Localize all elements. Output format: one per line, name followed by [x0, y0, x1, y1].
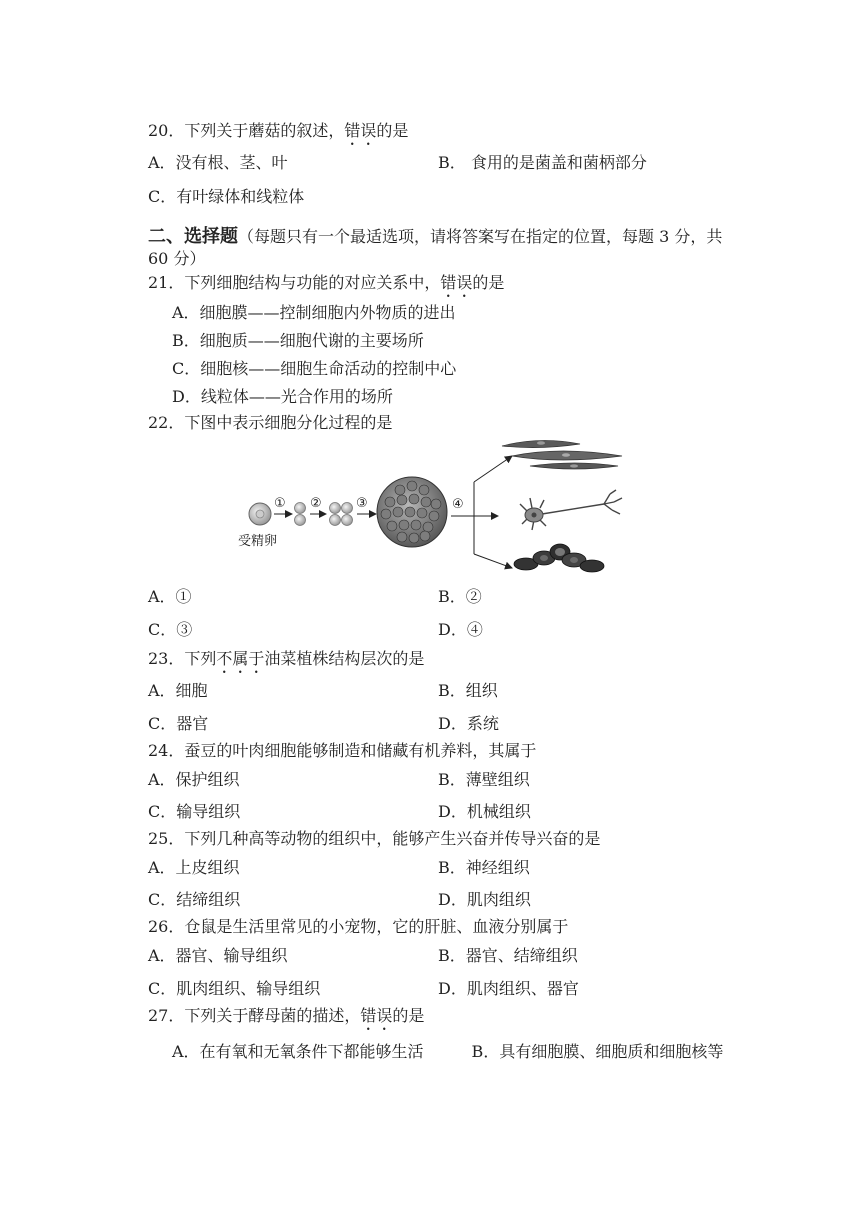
question-23-stem: 23．下列不属于油菜植株结构层次的是 — [148, 649, 425, 668]
blood-cells-icon — [514, 544, 604, 572]
q25-option-d: D．肌肉组织 — [438, 890, 531, 909]
q26-option-b: B．器官、结缔组织 — [438, 946, 578, 965]
arrow-icon — [474, 554, 512, 568]
zygote-label: 受精卵 — [238, 534, 278, 549]
question-27-stem: 27．下列关于酵母菌的描述，错误的是 — [148, 1006, 425, 1025]
q22-option-a: A．① — [148, 587, 192, 606]
q20-option-c: C．有叶绿体和线粒体 — [148, 187, 305, 206]
section-2-header — [148, 226, 733, 270]
q23-option-a: A．细胞 — [148, 681, 208, 700]
emphasis-text: 错误 — [360, 1006, 393, 1025]
q24-option-a: A．保护组织 — [148, 770, 240, 789]
q27-options-ab: A．在有氧和无氧条件下都能够生活 B．具有细胞膜、细胞质和细胞核等 — [172, 1042, 724, 1061]
four-cell-icon — [330, 503, 353, 526]
muscle-cells-icon — [502, 440, 622, 469]
q22-option-d: D．④ — [438, 620, 483, 639]
q23-option-d: D．系统 — [438, 714, 499, 733]
q23-option-c: C．器官 — [148, 714, 209, 733]
q20-option-b: B． 食用的是菌盖和菌柄部分 — [438, 153, 647, 172]
section-2-title: 二、选择题 — [148, 226, 238, 247]
emphasis-text: 错误 — [344, 121, 377, 140]
q21-option-a: A．细胞膜——控制细胞内外物质的进出 — [172, 303, 456, 322]
q21-option-d: D．线粒体——光合作用的场所 — [172, 387, 393, 406]
question-25-stem: 25．下列几种高等动物的组织中，能够产生兴奋并传导兴奋的是 — [148, 829, 601, 848]
q25-option-a: A．上皮组织 — [148, 858, 240, 877]
q22-option-b: B．② — [438, 587, 482, 606]
q24-option-c: C．输导组织 — [148, 802, 241, 821]
emphasis-text: 不属于 — [216, 649, 265, 668]
cell-mass-icon — [377, 477, 447, 547]
nerve-cell-icon — [520, 490, 622, 530]
question-21-stem: 21．下列细胞结构与功能的对应关系中，错误的是 — [148, 273, 505, 292]
q26-option-d: D．肌肉组织、器官 — [438, 979, 579, 998]
q25-option-c: C．结缔组织 — [148, 890, 241, 909]
arrow-icon — [474, 456, 512, 482]
q26-option-c: C．肌肉组织、输导组织 — [148, 979, 321, 998]
step-1-label: ① — [274, 496, 286, 511]
q20-option-a: A．没有根、茎、叶 — [148, 153, 288, 172]
question-22-stem: 22．下图中表示细胞分化过程的是 — [148, 413, 393, 432]
zygote-icon — [249, 503, 271, 525]
step-4-label: ④ — [452, 497, 464, 512]
cell-differentiation-figure — [230, 432, 630, 582]
q25-option-b: B．神经组织 — [438, 858, 530, 877]
question-26-stem: 26．仓鼠是生活里常见的小宠物，它的肝脏、血液分别属于 — [148, 917, 569, 936]
section-2-note: （每题只有一个最适选项，请将答案写在指定的位置，每题 3 分，共 60 分） — [148, 227, 723, 268]
q26-option-a: A．器官、输导组织 — [148, 946, 288, 965]
question-20-stem: 20．下列关于蘑菇的叙述，错误的是 — [148, 121, 409, 140]
two-cell-icon — [295, 503, 306, 526]
q24-option-b: B．薄壁组织 — [438, 770, 530, 789]
q21-option-c: C．细胞核——细胞生命活动的控制中心 — [172, 359, 457, 378]
step-2-label: ② — [310, 496, 322, 511]
q22-option-c: C．③ — [148, 620, 193, 639]
question-24-stem: 24．蚕豆的叶肉细胞能够制造和储藏有机养料，其属于 — [148, 741, 537, 760]
emphasis-text: 错误 — [440, 273, 473, 292]
q23-option-b: B．组织 — [438, 681, 498, 700]
q21-option-b: B．细胞质——细胞代谢的主要场所 — [172, 331, 424, 350]
step-3-label: ③ — [356, 496, 368, 511]
q24-option-d: D．机械组织 — [438, 802, 531, 821]
